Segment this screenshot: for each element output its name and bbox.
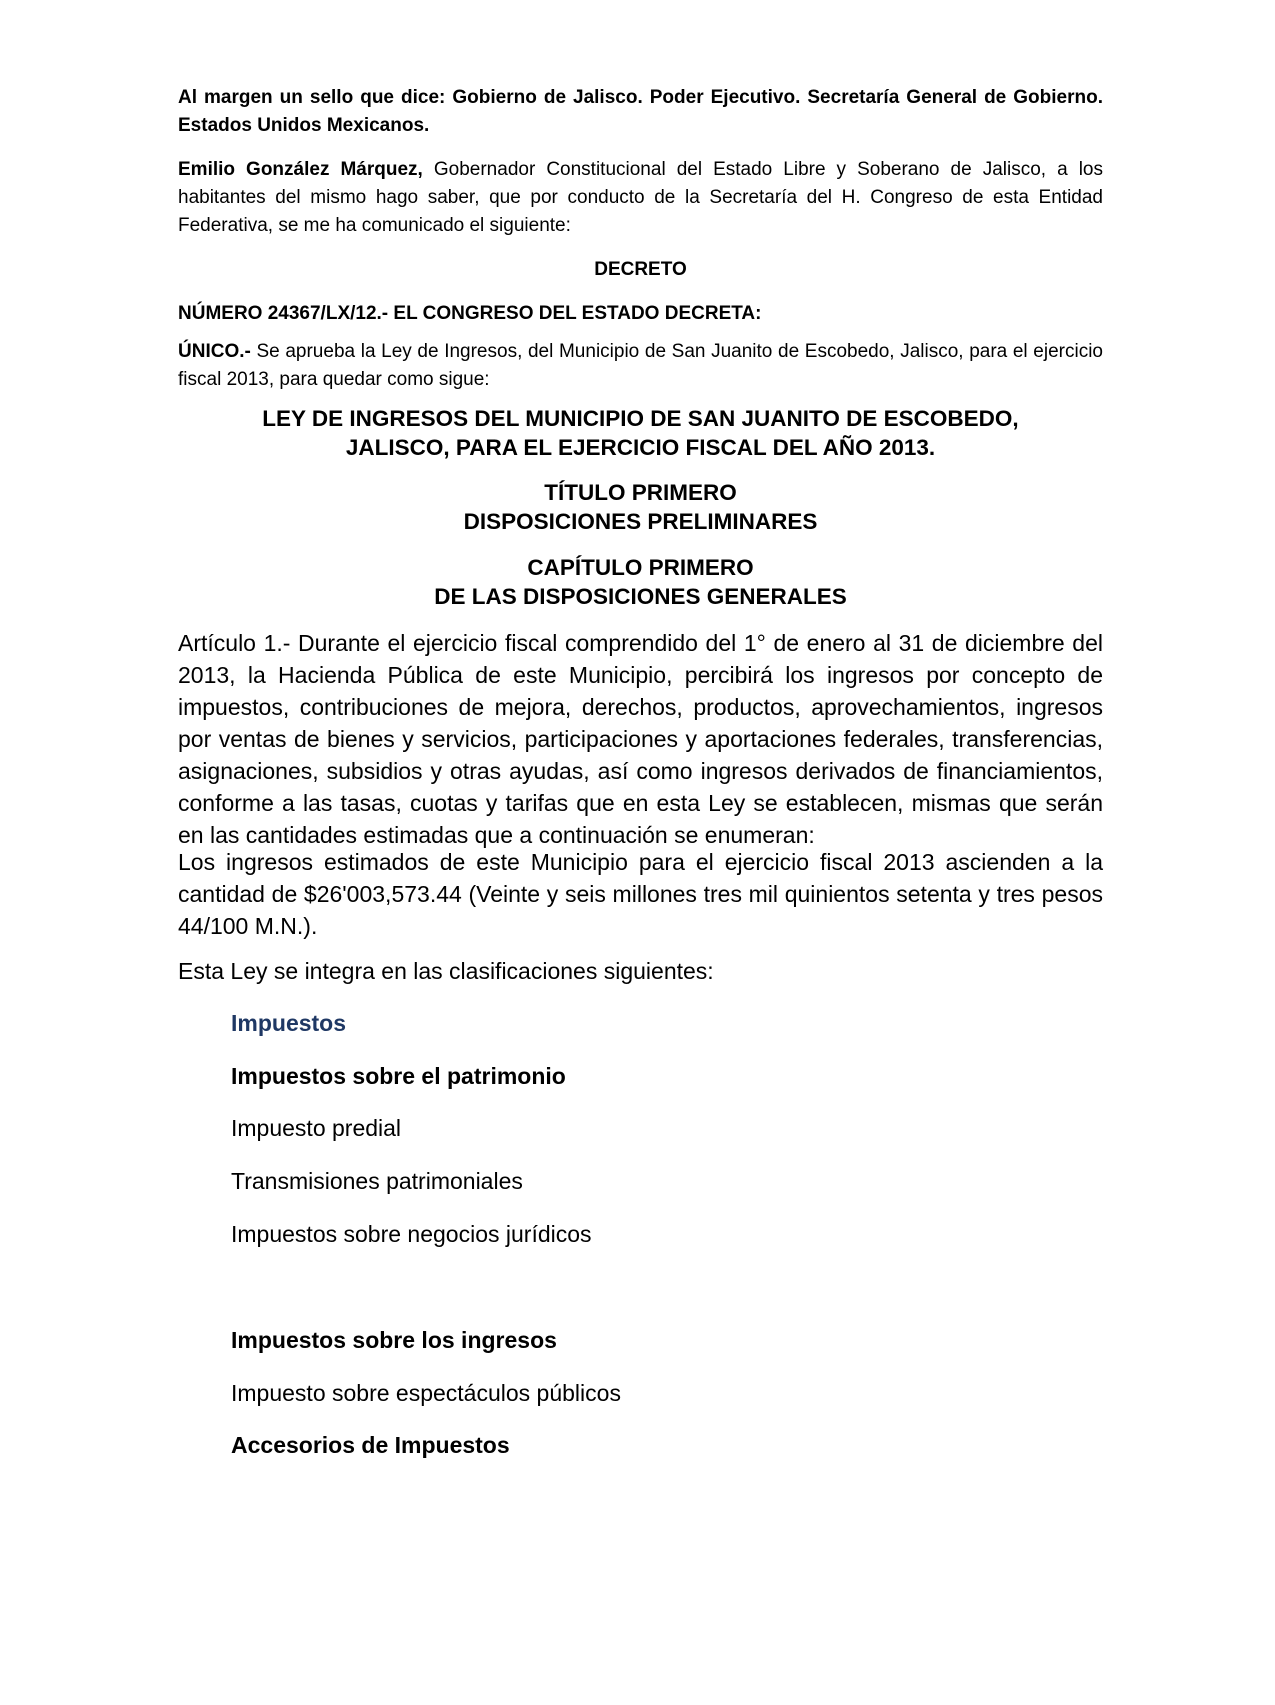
- list-item-transmisiones: Transmisiones patrimoniales: [231, 1168, 523, 1194]
- governor-paragraph: [178, 156, 1103, 240]
- law-title-line2: JALISCO, PARA EL EJERCICIO FISCAL DEL AÑO 2013.: [345, 435, 936, 460]
- titulo-heading: [178, 478, 1103, 536]
- unico-text: Se aprueba la Ley de Ingresos, del Municipio de San Juanito de Escobedo, Jalisco, para el ejercicio fiscal 2013, para quedar como sigue:: [178, 341, 1103, 390]
- clasificaciones-intro: Esta Ley se integra en las clasificaciones siguientes:: [178, 958, 714, 984]
- list-item-espectaculos: Impuesto sobre espectáculos públicos: [231, 1380, 621, 1406]
- law-title: [178, 404, 1103, 462]
- list-item-predial: Impuesto predial: [231, 1115, 402, 1141]
- governor-name: Emilio González Márquez,: [178, 159, 423, 180]
- capitulo-line2: DE LAS DISPOSICIONES GENERALES: [434, 584, 847, 609]
- capitulo-line1: CAPÍTULO PRIMERO: [527, 555, 754, 580]
- list-heading-accesorios: Accesorios de Impuestos: [231, 1432, 510, 1458]
- seal-paragraph: Al margen un sello que dice: Gobierno de Jalisco. Poder Ejecutivo. Secretaría General de Gobierno. Estados Unidos Mexicanos.: [178, 87, 1103, 136]
- articulo-1: Artículo 1.- Durante el ejercicio fiscal comprendido del 1° de enero al 31 de diciembre del 2013, la Hacienda Pública de este Municipio, percibirá los ingresos por concepto de impuestos, contribuciones de mejora, derechos, productos, aprovechamientos, ingresos por ventas de bienes y servicios, participaciones y aportaciones federales, transferencias, asignaciones, subsidios y otras ayudas, así como ingresos derivados de financiamientos, conforme a las tasas, cuotas y tarifas que en esta Ley se establecen, mismas que serán en las cantidades estimadas que a continuación se enumeran:: [178, 630, 1103, 848]
- capitulo-heading: [178, 553, 1103, 611]
- ingresos-estimados: Los ingresos estimados de este Municipio para el ejercicio fiscal 2013 ascienden a la cantidad de $26'003,573.44 (Veinte y seis millones tres mil quinientos setenta y tres pesos 44/100 M.N.).: [178, 849, 1103, 939]
- titulo-line2: DISPOSICIONES PRELIMINARES: [463, 509, 818, 534]
- list-heading-patrimonio: Impuestos sobre el patrimonio: [231, 1063, 566, 1089]
- list-heading-ingresos: Impuestos sobre los ingresos: [231, 1327, 557, 1353]
- unico-label: ÚNICO.-: [178, 341, 251, 362]
- law-title-line1: LEY DE INGRESOS DEL MUNICIPIO DE SAN JUANITO DE ESCOBEDO,: [262, 406, 1019, 431]
- decree-number: NÚMERO 24367/LX/12.- EL CONGRESO DEL ESTADO DECRETA:: [178, 303, 762, 324]
- list-heading-impuestos: Impuestos: [231, 1010, 347, 1036]
- titulo-line1: TÍTULO PRIMERO: [544, 480, 737, 505]
- list-item-negocios: Impuestos sobre negocios jurídicos: [231, 1221, 592, 1247]
- decree-title: DECRETO: [594, 259, 687, 280]
- unico-paragraph: [178, 338, 1103, 394]
- governor-text: Gobernador Constitucional del Estado Libre y Soberano de Jalisco, a los habitantes del mismo hago saber, que por conducto de la Secretaría del H. Congreso de esta Entidad Federativa, se me ha comunicado el siguiente:: [178, 159, 1103, 236]
